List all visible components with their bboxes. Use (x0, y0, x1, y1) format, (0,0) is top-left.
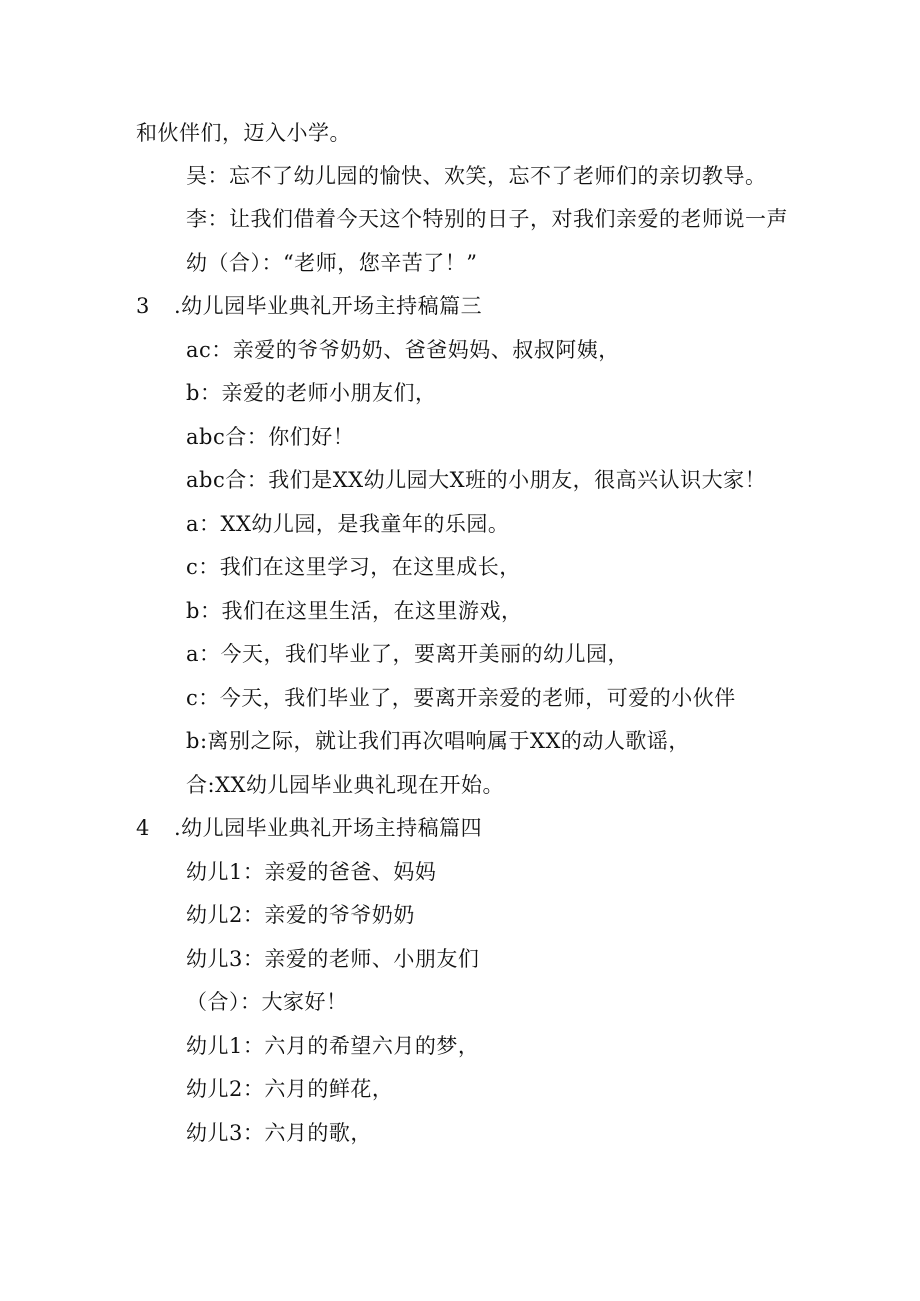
text-line: 吴：忘不了幼儿园的愉快、欢笑，忘不了老师们的亲切教导。 (186, 164, 767, 188)
text-line: 幼儿3：六月的歌， (186, 1121, 372, 1145)
section-title: .幼儿园毕业典礼开场主持稿篇四 (174, 816, 483, 840)
text-line: c：今天，我们毕业了，要离开亲爱的老师，可爱的小伙伴 (186, 686, 736, 710)
text-line: c：我们在这里学习，在这里成长， (186, 555, 521, 579)
text-line: 幼（合）：“老师，您辛苦了！” (186, 251, 478, 275)
text-line: 幼儿1：六月的希望六月的梦， (186, 1034, 480, 1058)
section-heading-3 (136, 291, 482, 321)
text-line: 幼儿1：亲爱的爸爸、妈妈 (186, 860, 437, 884)
text-line: （合）：大家好！ (186, 990, 348, 1014)
text-line: b:离别之际，就让我们再次唱响属于XX的动人歌谣， (186, 729, 690, 753)
text-line: a：今天，我们毕业了，要离开美丽的幼儿园， (186, 642, 630, 666)
section-title: .幼儿园毕业典礼开场主持稿篇三 (174, 294, 483, 318)
text-line: 合:XX幼儿园毕业典礼现在开始。 (186, 773, 504, 797)
section-number: 3 (136, 294, 150, 318)
text-line: abc合：你们好！ (186, 425, 355, 449)
text-line: a：XX幼儿园，是我童年的乐园。 (186, 512, 510, 536)
text-line: abc合：我们是XX幼儿园大X班的小朋友，很高兴认识大家！ (186, 468, 767, 492)
text-line: 幼儿2：六月的鲜花， (186, 1077, 394, 1101)
text-line: ac：亲爱的爷爷奶奶、爸爸妈妈、叔叔阿姨， (186, 338, 620, 362)
text-line: 幼儿3：亲爱的老师、小朋友们 (186, 947, 480, 971)
text-line: b：我们在这里生活，在这里游戏， (186, 599, 523, 623)
section-heading-4 (136, 813, 482, 843)
text-line: 李：让我们借着今天这个特别的日子，对我们亲爱的老师说一声 (186, 207, 788, 231)
section-number: 4 (136, 816, 150, 840)
text-line: 幼儿2：亲爱的爷爷奶奶 (186, 903, 415, 927)
text-line: b：亲爱的老师小朋友们， (186, 381, 437, 405)
text-line: 和伙伴们，迈入小学。 (136, 121, 351, 145)
